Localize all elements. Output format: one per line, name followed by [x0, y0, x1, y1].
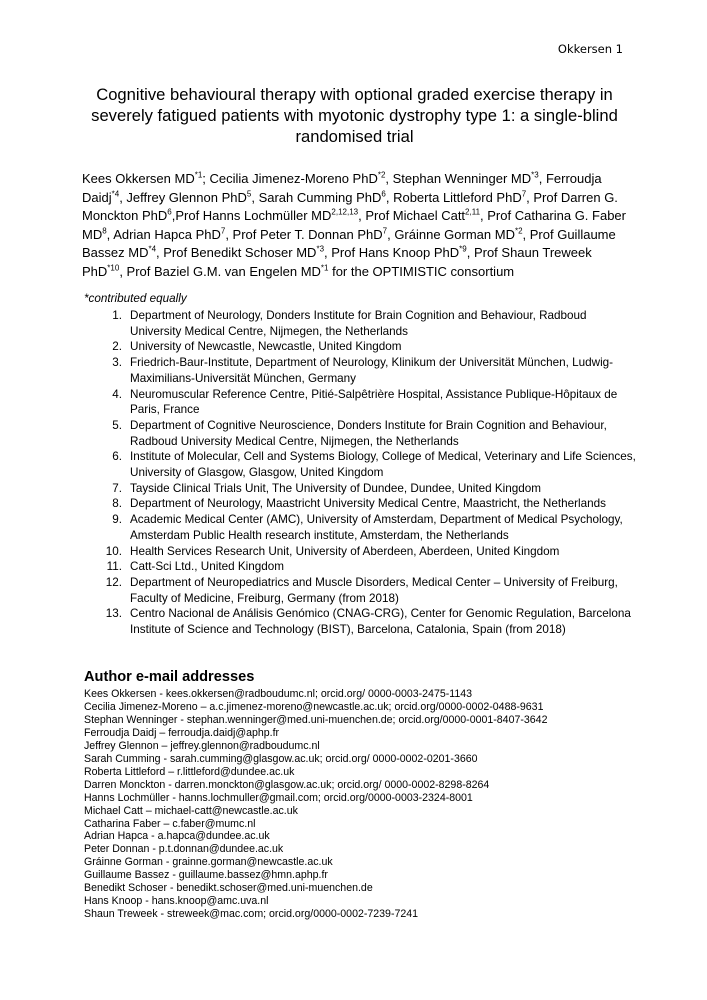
author-separator: ,: [251, 189, 259, 205]
email-line: Darren Monckton - darren.monckton@glasgow.ac.uk; orcid.org/ 0000-0002-8298-8264: [84, 778, 490, 791]
affiliation-number: 1.: [112, 309, 122, 322]
affiliation-item: [96, 308, 636, 339]
affiliation-text: Department of Neurology, Maastricht University Medical Centre, Maastricht, the Netherlands: [130, 497, 606, 511]
author-name: Prof Michael Catt: [365, 208, 466, 224]
author-name: Prof Baziel G.M. van Engelen MD: [126, 263, 321, 279]
author-affiliation-marker: 7: [382, 226, 388, 236]
author-name: Prof Guillaume Bassez MD: [82, 226, 616, 261]
author-name: Gráinne Gorman MD: [394, 226, 515, 242]
author-affiliation-marker: *3: [531, 170, 539, 180]
email-line: Stephan Wenninger - stephan.wenninger@med.uni-muenchen.de; orcid.org/0000-0001-8407-3642: [84, 713, 548, 726]
emails-heading: Author e-mail addresses: [84, 669, 255, 685]
author-affiliation-marker: *1: [194, 170, 203, 180]
affiliation-item: [96, 355, 636, 386]
affiliation-text: University of Newcastle, Newcastle, United Kingdom: [130, 340, 402, 354]
author-name: Jeffrey Glennon PhD: [126, 189, 247, 205]
affiliation-text: Friedrich-Baur-Institute, Department of Neurology, Klinikum der Universität München, Ludwig-Maximilians-Universität München, Germany: [130, 356, 614, 385]
email-line: Sarah Cumming - sarah.cumming@glasgow.ac.uk; orcid.org/ 0000-0002-0201-3660: [84, 752, 478, 765]
affiliation-item: [96, 387, 636, 418]
author-name: Prof Shaun Treweek PhD: [82, 245, 592, 279]
author-name: Prof Benedikt Schoser MD: [163, 245, 317, 261]
author-affiliation-marker: *4: [148, 245, 157, 255]
author-affiliation-marker: 8: [102, 226, 107, 236]
author-affiliation-marker: *1: [320, 263, 329, 273]
author-separator: ,: [106, 226, 114, 242]
author-affiliation-marker: *10: [107, 263, 120, 273]
email-line: Adrian Hapca - a.hapca@dundee.ac.uk: [84, 830, 270, 843]
email-list: [84, 688, 547, 921]
affiliation-number: 7.: [112, 481, 122, 495]
author-affiliation-marker: 6: [381, 189, 386, 199]
author-separator: for the OPTIMISTIC consortium: [328, 263, 515, 279]
affiliation-text: Academic Medical Center (AMC), University of Amsterdam, Department of Medical Psychology, Amsterdam Public Health research institute, Amsterdam, the Netherlands: [130, 513, 623, 542]
email-line: Cecilia Jimenez-Moreno – a.c.jimenez-moreno@newcastle.ac.uk; orcid.org/0000-0002-0488-9631: [84, 700, 544, 713]
affiliation-number: 4.: [112, 387, 122, 401]
author-name: Prof Catharina G. Faber MD: [82, 208, 626, 242]
affiliation-number: 13.: [105, 607, 122, 621]
email-line: Shaun Treweek - streweek@mac.com; orcid.org/0000-0002-7239-7241: [84, 908, 419, 921]
paper-title: Cognitive behavioural therapy with optional graded exercise therapy in severely fatigued patients with myotonic dystrophy type 1: a single-blind randomised trial: [91, 85, 618, 146]
author-affiliation-marker: 5: [246, 189, 252, 199]
author-separator: ,: [119, 189, 127, 205]
author-separator: ,: [385, 189, 394, 205]
affiliation-list: [96, 308, 636, 638]
affiliation-text: Department of Neuropediatrics and Muscle Disorders, Medical Center – University of Freiburg, Faculty of Medicine, Freiburg, Germany (from 2018): [130, 575, 618, 605]
author-affiliation-marker: *4: [111, 189, 120, 199]
author-name: Sarah Cumming PhD: [258, 189, 382, 205]
email-line: Guillaume Bassez - guillaume.bassez@hmn.aphp.fr: [84, 869, 328, 882]
affiliation-item: [96, 339, 636, 355]
author-affiliation-marker: *3: [316, 245, 325, 255]
author-name: Cecilia Jimenez-Moreno PhD: [209, 171, 378, 186]
affiliation-number: 5.: [112, 418, 122, 432]
author-separator: ,: [225, 226, 233, 242]
author-affiliation-marker: 7: [521, 189, 527, 199]
author-separator: ,: [466, 245, 474, 261]
author-name: Prof Darren G. Monckton PhD: [82, 189, 618, 224]
author-separator: ,: [522, 226, 530, 242]
affiliation-item: [96, 512, 636, 543]
email-line: Roberta Littleford – r.littleford@dundee.ac.uk: [84, 765, 295, 778]
affiliation-number: 8.: [112, 497, 122, 511]
author-name: Ferroudja Daidj: [82, 171, 602, 205]
email-line: Ferroudja Daidj – ferroudja.daidj@aphp.fr: [84, 726, 280, 739]
author-separator: ,: [480, 208, 488, 224]
author-separator: ,: [324, 245, 332, 261]
affiliation-number: 11.: [106, 560, 122, 574]
affiliation-item: [96, 418, 636, 449]
author-affiliation-marker: 2,12,13: [331, 207, 359, 217]
author-separator: ,: [526, 189, 534, 205]
author-separator: ,: [385, 171, 393, 186]
author-list: [82, 170, 630, 282]
affiliation-item: [96, 496, 636, 512]
affiliation-number: 3.: [112, 356, 122, 370]
affiliation-number: 6.: [112, 450, 122, 464]
author-affiliation-marker: 7: [220, 226, 226, 236]
email-line: Benedikt Schoser - benedikt.schoser@med.uni-muenchen.de: [84, 882, 373, 895]
author-separator: ,: [358, 208, 366, 224]
email-line: Michael Catt – michael-catt@newcastle.ac.uk: [84, 804, 298, 817]
email-line: Kees Okkersen - kees.okkersen@radboudumc.nl; orcid.org/ 0000-0003-2475-1143: [84, 688, 473, 700]
email-line: Hanns Lochmüller - hanns.lochmuller@gmail.com; orcid.org/0000-0003-2324-8001: [84, 791, 473, 804]
author-name: Roberta Littleford PhD: [393, 189, 522, 205]
email-line: Peter Donnan - p.t.donnan@dundee.ac.uk: [84, 843, 284, 856]
affiliation-number: 9.: [112, 513, 122, 527]
author-separator: ,: [538, 171, 546, 186]
email-line: Gráinne Gorman - grainne.gorman@newcastle.ac.uk: [84, 856, 333, 869]
affiliation-text: Centro Nacional de Análisis Genómico (CNAG-CRG), Center for Genomic Regulation, Barcelona Institute of Science and Technology (BIST), Barcelona, Catalonia, Spain (from 2018): [130, 607, 631, 637]
affiliation-text: Neuromuscular Reference Centre, Pitié-Salpêtrière Hospital, Assistance Publique-Hôpitaux de Paris, France: [130, 387, 618, 417]
author-separator: ;: [202, 171, 210, 186]
author-separator: ,: [387, 226, 395, 242]
author-separator: ,: [119, 263, 127, 279]
author-name: Adrian Hapca PhD: [113, 226, 221, 242]
author-name: Kees Okkersen MD: [82, 171, 195, 186]
author-affiliation-marker: 2,11: [465, 207, 481, 217]
email-line: Jeffrey Glennon – jeffrey.glennon@radboudumc.nl: [84, 739, 320, 752]
affiliation-item: [96, 575, 636, 606]
author-name: Stephan Wenninger MD: [392, 171, 532, 186]
author-name: Prof Hanns Lochmüller MD: [175, 208, 332, 224]
author-separator: ,: [156, 245, 164, 261]
email-line: Hans Knoop - hans.knoop@amc.uva.nl: [84, 895, 269, 908]
affiliation-text: Institute of Molecular, Cell and Systems Biology, College of Medical, Veterinary and Life Sciences, University of Glasgow, Glasgow, United Kingdom: [130, 450, 636, 480]
affiliation-item: [96, 481, 636, 497]
author-affiliation-marker: 6: [167, 207, 172, 217]
author-separator: ,: [171, 208, 176, 224]
affiliation-text: Tayside Clinical Trials Unit, The University of Dundee, Dundee, United Kingdom: [130, 481, 541, 495]
affiliation-text: Health Services Research Unit, University of Aberdeen, Aberdeen, United Kingdom: [130, 544, 560, 558]
author-affiliation-marker: *2: [514, 226, 523, 236]
affiliation-text: Department of Neurology, Donders Institute for Brain Cognition and Behaviour, Radboud University Medical Centre, Nijmegen, the Netherlands: [130, 309, 587, 338]
email-line: Catharina Faber – c.faber@mumc.nl: [84, 817, 256, 830]
affiliation-text: Department of Cognitive Neuroscience, Donders Institute for Brain Cognition and Behaviour, Radboud University Medical Centre, Nijmegen, the Netherlands: [130, 418, 607, 448]
affiliation-text: Catt-Sci Ltd., United Kingdom: [130, 560, 284, 574]
author-name: Prof Peter T. Donnan PhD: [232, 226, 383, 242]
affiliation-number: 10.: [105, 544, 122, 558]
affiliation-item: [96, 449, 636, 480]
author-affiliation-marker: *9: [459, 245, 467, 255]
affiliation-item: [96, 606, 636, 637]
author-affiliation-marker: *2: [377, 170, 386, 180]
affiliation-item: [96, 559, 636, 575]
affiliation-number: 12.: [105, 575, 122, 589]
contributed-note: *contributed equally: [84, 292, 187, 305]
page-header: Okkersen 1: [557, 42, 623, 56]
affiliation-item: [96, 544, 636, 560]
affiliation-number: 2.: [112, 340, 122, 354]
author-name: Prof Hans Knoop PhD: [331, 245, 460, 261]
